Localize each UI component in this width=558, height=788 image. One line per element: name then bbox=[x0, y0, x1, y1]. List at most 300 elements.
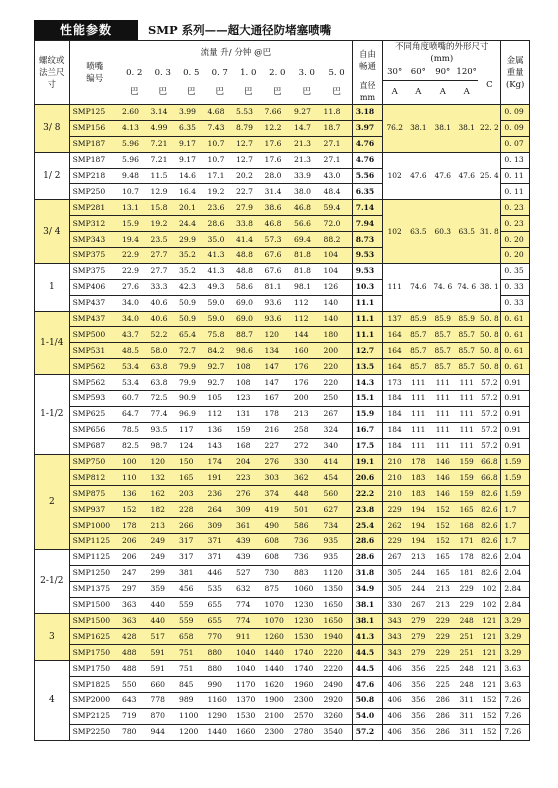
flow-value-cell: 50.9 bbox=[177, 311, 206, 327]
table-row bbox=[35, 343, 530, 359]
free-passage-cell: 9.53 bbox=[352, 248, 383, 264]
weight-cell: 0. 61 bbox=[501, 343, 530, 359]
flow-value-cell: 203 bbox=[177, 486, 206, 502]
flow-value-cell: 428 bbox=[120, 629, 149, 645]
free-passage-cell: 3.97 bbox=[352, 120, 383, 136]
angle-dimension-cell: 165 bbox=[431, 549, 455, 565]
flow-value-cell: 1100 bbox=[177, 708, 206, 724]
angle-dimension-cell: 111 bbox=[406, 391, 430, 407]
angle-dimension-cell: 111 bbox=[431, 375, 455, 391]
angle-dimension-cell: 173 bbox=[383, 375, 406, 391]
weight-cell: 7.26 bbox=[501, 692, 530, 708]
pressure-unit: 巴 bbox=[292, 80, 322, 105]
flow-value-cell: 48.8 bbox=[234, 248, 263, 264]
nozzle-number-cell: SMP500 bbox=[69, 327, 120, 343]
angle-dimension-cell: 165 bbox=[431, 565, 455, 581]
free-passage-cell: 44.5 bbox=[352, 645, 383, 661]
flow-value-cell: 98.7 bbox=[149, 438, 178, 454]
nozzle-number-cell: SMP937 bbox=[69, 502, 120, 518]
weight-cell: 3.63 bbox=[501, 677, 530, 693]
flow-value-cell: 490 bbox=[263, 518, 293, 534]
weight-cell: 0. 33 bbox=[501, 279, 530, 295]
angle-dimension-cell: 146 bbox=[431, 486, 455, 502]
angle-dimension-cell: 356 bbox=[406, 724, 430, 740]
flow-value-cell: 276 bbox=[234, 486, 263, 502]
weight-cell: 0. 23 bbox=[501, 200, 530, 216]
thread-size-cell: 4 bbox=[35, 661, 70, 740]
flow-value-cell: 3.99 bbox=[177, 105, 206, 121]
c-dimension-cell: 121 bbox=[478, 613, 500, 629]
flow-value-cell: 191 bbox=[206, 470, 235, 486]
flow-value-cell: 1940 bbox=[322, 629, 353, 645]
flow-value-cell: 1160 bbox=[206, 692, 235, 708]
angle-dimension-cell: 111 bbox=[406, 422, 430, 438]
thread-size-cell: 3 bbox=[35, 613, 70, 661]
table-row bbox=[35, 152, 530, 168]
flow-value-cell: 27.7 bbox=[149, 248, 178, 264]
weight-cell: 0. 11 bbox=[501, 168, 530, 184]
flow-value-cell: 1230 bbox=[292, 597, 322, 613]
nozzle-number-cell: SMP750 bbox=[69, 454, 120, 470]
flow-value-cell: 22.9 bbox=[120, 248, 149, 264]
weight-cell: 0. 33 bbox=[501, 295, 530, 311]
flow-value-cell: 204 bbox=[234, 454, 263, 470]
flow-value-cell: 147 bbox=[263, 375, 293, 391]
flow-value-cell: 96.9 bbox=[177, 406, 206, 422]
pressure-label: 0. 3 bbox=[154, 67, 171, 78]
flow-value-cell: 2490 bbox=[322, 677, 353, 693]
flow-value-cell: 247 bbox=[120, 565, 149, 581]
weight-cell: 3.29 bbox=[501, 629, 530, 645]
flow-value-cell: 59.4 bbox=[322, 200, 353, 216]
flow-value-cell: 65.4 bbox=[177, 327, 206, 343]
flow-value-cell: 440 bbox=[149, 613, 178, 629]
flow-value-cell: 72.5 bbox=[149, 391, 178, 407]
flow-value-cell: 371 bbox=[206, 549, 235, 565]
weight-cell: 0.91 bbox=[501, 391, 530, 407]
angle-letter: A bbox=[431, 80, 455, 105]
flow-value-cell: 46.8 bbox=[263, 216, 293, 232]
flow-value-cell: 1620 bbox=[263, 677, 293, 693]
angle-dimension-cell: 213 bbox=[431, 581, 455, 597]
free-passage-cell: 8.73 bbox=[352, 232, 383, 248]
table-row bbox=[35, 406, 530, 422]
flow-value-cell: 935 bbox=[322, 549, 353, 565]
nozzle-number-cell: SMP656 bbox=[69, 422, 120, 438]
angle-dimension-cell: 279 bbox=[406, 613, 430, 629]
thread-size-cell: 2-1/2 bbox=[35, 549, 70, 613]
flow-value-cell: 174 bbox=[206, 454, 235, 470]
angle-dimension-cell: 225 bbox=[431, 677, 455, 693]
flow-value-cell: 33.3 bbox=[149, 279, 178, 295]
angle-dimension-cell: 356 bbox=[406, 708, 430, 724]
flow-value-cell: 82.5 bbox=[120, 438, 149, 454]
angle-dimension-cell: 85.7 bbox=[406, 327, 430, 343]
pressure-label: 0. 5 bbox=[183, 67, 200, 78]
flow-value-cell: 10.7 bbox=[206, 152, 235, 168]
flow-value-cell: 446 bbox=[206, 565, 235, 581]
angle-dimension-cell: 262 bbox=[383, 518, 406, 534]
angle-dimension-cell: 194 bbox=[406, 518, 430, 534]
free-passage-cell: 22.2 bbox=[352, 486, 383, 502]
flow-value-cell: 1070 bbox=[263, 597, 293, 613]
flow-value-cell: 2220 bbox=[322, 661, 353, 677]
c-dimension-cell: 152 bbox=[478, 724, 500, 740]
free-passage-cell: 28.6 bbox=[352, 534, 383, 550]
flow-value-cell: 2300 bbox=[263, 724, 293, 740]
table-row bbox=[35, 200, 530, 216]
flow-value-cell: 627 bbox=[322, 502, 353, 518]
weight-cell: 0. 23 bbox=[501, 216, 530, 232]
flow-value-cell: 67.6 bbox=[263, 248, 293, 264]
flow-value-cell: 880 bbox=[206, 645, 235, 661]
flow-value-cell: 20.1 bbox=[177, 200, 206, 216]
table-row bbox=[35, 629, 530, 645]
flow-value-cell: 317 bbox=[177, 534, 206, 550]
flow-value-cell: 52.2 bbox=[149, 327, 178, 343]
free-passage-cell: 14.3 bbox=[352, 375, 383, 391]
flow-value-cell: 236 bbox=[206, 486, 235, 502]
pressure-unit: 巴 bbox=[263, 80, 293, 105]
angle-letter: A bbox=[455, 80, 478, 105]
flow-value-cell: 35.2 bbox=[177, 263, 206, 279]
c-dimension-cell: 82.6 bbox=[478, 534, 500, 550]
flow-value-cell: 990 bbox=[206, 677, 235, 693]
angle-dimension-cell: 356 bbox=[406, 692, 430, 708]
angle-dimension-cell: 74.6 bbox=[406, 263, 430, 311]
flow-value-cell: 1900 bbox=[263, 692, 293, 708]
angle-dimension-cell: 168 bbox=[455, 518, 478, 534]
angle-dimension-cell: 63.5 bbox=[455, 200, 478, 264]
table-row bbox=[35, 549, 530, 565]
nozzle-number-cell: SMP1500 bbox=[69, 613, 120, 629]
flow-value-cell: 17.6 bbox=[263, 136, 293, 152]
flow-value-cell: 60.7 bbox=[120, 391, 149, 407]
flow-value-cell: 303 bbox=[263, 470, 293, 486]
angle-dimension-cell: 137 bbox=[383, 311, 406, 327]
weight-cell: 0.91 bbox=[501, 375, 530, 391]
flow-value-cell: 220 bbox=[322, 375, 353, 391]
flow-value-cell: 414 bbox=[322, 454, 353, 470]
flow-value-cell: 46.8 bbox=[292, 200, 322, 216]
free-passage-cell: 57.2 bbox=[352, 724, 383, 740]
angle-dimension-cell: 406 bbox=[383, 724, 406, 740]
flow-value-cell: 535 bbox=[206, 581, 235, 597]
flow-value-cell: 48.5 bbox=[120, 343, 149, 359]
angle-dimension-cell: 181 bbox=[455, 565, 478, 581]
angle-dimension-cell: 184 bbox=[383, 438, 406, 454]
weight-cell: 3.63 bbox=[501, 661, 530, 677]
free-passage-cell: 19.1 bbox=[352, 454, 383, 470]
flow-value-cell: 1170 bbox=[234, 677, 263, 693]
flow-value-cell: 4.68 bbox=[206, 105, 235, 121]
table-row bbox=[35, 534, 530, 550]
angle-dimension-cell: 286 bbox=[431, 724, 455, 740]
flow-value-cell: 362 bbox=[292, 470, 322, 486]
flow-value-cell: 1120 bbox=[322, 565, 353, 581]
weight-cell: 2.04 bbox=[501, 565, 530, 581]
flow-value-cell: 3540 bbox=[322, 724, 353, 740]
angle-dimension-cell: 111 bbox=[431, 422, 455, 438]
flow-value-cell: 27.7 bbox=[149, 263, 178, 279]
nozzle-number-cell: SMP562 bbox=[69, 359, 120, 375]
flow-value-cell: 93.6 bbox=[263, 311, 293, 327]
flow-value-cell: 1040 bbox=[234, 645, 263, 661]
angle-dimension-cell: 178 bbox=[455, 549, 478, 565]
c-dimension-cell: 50. 8 bbox=[478, 343, 500, 359]
angle-dimension-cell: 225 bbox=[431, 661, 455, 677]
flow-value-cell: 22.9 bbox=[120, 263, 149, 279]
flow-value-cell: 50.9 bbox=[177, 295, 206, 311]
flow-value-cell: 131 bbox=[234, 406, 263, 422]
flow-value-cell: 3.14 bbox=[149, 105, 178, 121]
flow-value-cell: 1350 bbox=[322, 581, 353, 597]
flow-value-cell: 1650 bbox=[322, 613, 353, 629]
flow-value-cell: 134 bbox=[263, 343, 293, 359]
flow-value-cell: 736 bbox=[292, 549, 322, 565]
angle-dimension-cell: 248 bbox=[455, 613, 478, 629]
flow-value-cell: 168 bbox=[234, 438, 263, 454]
flow-value-cell: 264 bbox=[206, 502, 235, 518]
nozzle-number-cell: SMP375 bbox=[69, 248, 120, 264]
flow-value-cell: 56.6 bbox=[292, 216, 322, 232]
flow-value-cell: 875 bbox=[263, 581, 293, 597]
angle-dimension-cell: 229 bbox=[431, 645, 455, 661]
flow-value-cell: 9.27 bbox=[292, 105, 322, 121]
flow-value-cell: 19.2 bbox=[149, 216, 178, 232]
angle-dimension-cell: 85.9 bbox=[431, 311, 455, 327]
flow-value-cell: 31.4 bbox=[263, 184, 293, 200]
angle-dimension-cell: 165 bbox=[455, 502, 478, 518]
angle-dimension-cell: 213 bbox=[431, 597, 455, 613]
flow-value-cell: 7.21 bbox=[149, 152, 178, 168]
c-dimension-cell: 57.2 bbox=[478, 406, 500, 422]
angle-letter: A bbox=[406, 80, 430, 105]
flow-value-cell: 67.6 bbox=[263, 263, 293, 279]
flow-value-cell: 112 bbox=[206, 406, 235, 422]
angle-dimension-cell: 229 bbox=[431, 629, 455, 645]
nozzle-number-cell: SMP2000 bbox=[69, 692, 120, 708]
flow-value-cell: 9.48 bbox=[120, 168, 149, 184]
weight-cell: 0. 20 bbox=[501, 248, 530, 264]
flow-value-cell: 176 bbox=[292, 375, 322, 391]
nozzle-number-cell: SMP562 bbox=[69, 375, 120, 391]
nozzle-number-cell: SMP406 bbox=[69, 279, 120, 295]
angle-dimension-cell: 251 bbox=[455, 629, 478, 645]
free-passage-cell: 50.8 bbox=[352, 692, 383, 708]
thread-size-cell: 1/ 2 bbox=[35, 152, 70, 200]
flow-value-cell: 324 bbox=[322, 422, 353, 438]
nozzle-number-cell: SMP2125 bbox=[69, 708, 120, 724]
weight-cell: 2.04 bbox=[501, 549, 530, 565]
angle-dimension-cell: 251 bbox=[455, 645, 478, 661]
flow-value-cell: 27.6 bbox=[120, 279, 149, 295]
angle-dimension-cell: 343 bbox=[383, 645, 406, 661]
angle-dimension-cell: 229 bbox=[383, 502, 406, 518]
flow-value-cell: 374 bbox=[263, 486, 293, 502]
flow-value-cell: 501 bbox=[292, 502, 322, 518]
flow-value-cell: 7.43 bbox=[206, 120, 235, 136]
flow-value-cell: 34.0 bbox=[120, 295, 149, 311]
flow-value-cell: 632 bbox=[234, 581, 263, 597]
flow-value-cell: 144 bbox=[292, 327, 322, 343]
free-passage-cell: 15.1 bbox=[352, 391, 383, 407]
angle-dimension-cell: 85.7 bbox=[406, 343, 430, 359]
angle-dimension-cell: 244 bbox=[406, 581, 430, 597]
flow-value-cell: 655 bbox=[206, 613, 235, 629]
angle-dimension-cell: 178 bbox=[406, 454, 430, 470]
c-dimension-cell: 82.6 bbox=[478, 518, 500, 534]
angle-dimension-cell: 85.7 bbox=[431, 327, 455, 343]
angle-dimension-cell: 85.7 bbox=[455, 343, 478, 359]
flow-value-cell: 49.3 bbox=[206, 279, 235, 295]
c-dimension-cell: 38. 1 bbox=[478, 263, 500, 311]
flow-value-cell: 591 bbox=[149, 645, 178, 661]
flow-value-cell: 1230 bbox=[292, 613, 322, 629]
flow-value-cell: 778 bbox=[149, 692, 178, 708]
table-header bbox=[35, 41, 530, 105]
angle-dimension-cell: 111 bbox=[383, 263, 406, 311]
nozzle-number-cell: SMP1125 bbox=[69, 549, 120, 565]
weight-cell: 0. 09 bbox=[501, 120, 530, 136]
flow-value-cell: 180 bbox=[322, 327, 353, 343]
angle-dimension-cell: 406 bbox=[383, 692, 406, 708]
flow-value-cell: 58.0 bbox=[149, 343, 178, 359]
nozzle-number-cell: SMP593 bbox=[69, 391, 120, 407]
pressure-label: 3. 0 bbox=[298, 67, 315, 78]
nozzle-number-cell: SMP437 bbox=[69, 311, 120, 327]
flow-value-cell: 14.6 bbox=[177, 168, 206, 184]
flow-value-cell: 27.9 bbox=[234, 200, 263, 216]
angle-dimension-cell: 102 bbox=[383, 152, 406, 200]
flow-value-cell: 43.0 bbox=[322, 168, 353, 184]
angle-dimension-cell: 111 bbox=[455, 375, 478, 391]
nozzle-number-cell: SMP1625 bbox=[69, 629, 120, 645]
flow-value-cell: 63.8 bbox=[149, 359, 178, 375]
flow-value-cell: 1440 bbox=[263, 661, 293, 677]
flow-value-cell: 41.3 bbox=[206, 248, 235, 264]
angle-dimension-cell: 406 bbox=[383, 708, 406, 724]
flow-value-cell: 150 bbox=[177, 454, 206, 470]
flow-value-cell: 11.5 bbox=[149, 168, 178, 184]
table-row bbox=[35, 391, 530, 407]
flow-value-cell: 381 bbox=[177, 565, 206, 581]
flow-value-cell: 178 bbox=[120, 518, 149, 534]
nozzle-number-header: 喷嘴 编号 bbox=[69, 41, 120, 105]
flow-value-cell: 16.4 bbox=[177, 184, 206, 200]
c-dimension-cell: 82.6 bbox=[478, 486, 500, 502]
flow-value-cell: 780 bbox=[120, 724, 149, 740]
flow-value-cell: 108 bbox=[234, 359, 263, 375]
angle-dimension-cell: 343 bbox=[383, 613, 406, 629]
angle-dimension-cell: 159 bbox=[455, 470, 478, 486]
angle-dimension-cell: 184 bbox=[383, 406, 406, 422]
table-row bbox=[35, 375, 530, 391]
nozzle-number-cell: SMP625 bbox=[69, 406, 120, 422]
flow-value-cell: 2570 bbox=[292, 708, 322, 724]
free-passage-cell: 5.56 bbox=[352, 168, 383, 184]
flow-value-cell: 250 bbox=[322, 391, 353, 407]
flow-value-cell: 10.7 bbox=[120, 184, 149, 200]
flow-value-cell: 1440 bbox=[263, 645, 293, 661]
thread-size-cell: 3/ 8 bbox=[35, 105, 70, 153]
weight-cell: 1.7 bbox=[501, 502, 530, 518]
flow-value-cell: 14.7 bbox=[292, 120, 322, 136]
angle-dimension-cell: 305 bbox=[383, 565, 406, 581]
nozzle-number-cell: SMP312 bbox=[69, 216, 120, 232]
flow-value-cell: 1290 bbox=[206, 708, 235, 724]
flow-value-cell: 989 bbox=[177, 692, 206, 708]
flow-value-cell: 59.0 bbox=[206, 295, 235, 311]
flow-value-cell: 363 bbox=[120, 597, 149, 613]
angle-dimension-cell: 343 bbox=[383, 629, 406, 645]
flow-value-cell: 751 bbox=[177, 645, 206, 661]
angle-dimension-cell: 111 bbox=[406, 406, 430, 422]
flow-value-cell: 78.5 bbox=[120, 422, 149, 438]
angle-dimension-cell: 164 bbox=[383, 343, 406, 359]
c-dimension-cell: 102 bbox=[478, 581, 500, 597]
c-dimension-cell: 50. 8 bbox=[478, 311, 500, 327]
flow-value-cell: 120 bbox=[263, 327, 293, 343]
nozzle-number-cell: SMP2250 bbox=[69, 724, 120, 740]
free-passage-cell: 15.9 bbox=[352, 406, 383, 422]
angle-dimension-cell: 248 bbox=[455, 661, 478, 677]
nozzle-number-cell: SMP156 bbox=[69, 120, 120, 136]
flow-value-cell: 48.4 bbox=[322, 184, 353, 200]
flow-value-cell: 608 bbox=[263, 534, 293, 550]
c-dimension-cell: 57.2 bbox=[478, 375, 500, 391]
c-dimension-cell: 121 bbox=[478, 645, 500, 661]
flow-value-cell: 206 bbox=[120, 534, 149, 550]
flow-value-cell: 249 bbox=[149, 534, 178, 550]
free-passage-header: 自由 畅通 bbox=[352, 41, 383, 81]
free-passage-cell: 11.1 bbox=[352, 311, 383, 327]
flow-value-cell: 27.1 bbox=[322, 152, 353, 168]
weight-cell: 0.91 bbox=[501, 438, 530, 454]
flow-value-cell: 178 bbox=[263, 406, 293, 422]
angle-dimension-cell: 183 bbox=[406, 486, 430, 502]
angle-dimension-cell: 111 bbox=[455, 422, 478, 438]
c-dimension-cell: 31. 8 bbox=[478, 200, 500, 264]
flow-value-cell: 845 bbox=[177, 677, 206, 693]
free-passage-cell: 7.94 bbox=[352, 216, 383, 232]
nozzle-number-cell: SMP1825 bbox=[69, 677, 120, 693]
flow-value-cell: 72.0 bbox=[322, 216, 353, 232]
weight-cell: 0. 11 bbox=[501, 184, 530, 200]
free-passage-cell: 34.9 bbox=[352, 581, 383, 597]
angle-dimension-cell: 111 bbox=[431, 406, 455, 422]
flow-value-cell: 5.53 bbox=[234, 105, 263, 121]
flow-value-cell: 81.1 bbox=[263, 279, 293, 295]
angle-dimension-cell: 152 bbox=[431, 502, 455, 518]
table-row bbox=[35, 724, 530, 740]
weight-cell: 1.59 bbox=[501, 454, 530, 470]
flow-value-cell: 266 bbox=[177, 518, 206, 534]
flow-value-cell: 340 bbox=[322, 438, 353, 454]
flow-value-cell: 11.8 bbox=[322, 105, 353, 121]
flow-value-cell: 92.7 bbox=[206, 359, 235, 375]
flow-value-cell: 167 bbox=[263, 391, 293, 407]
flow-value-cell: 75.8 bbox=[206, 327, 235, 343]
angle-dimension-cell: 356 bbox=[406, 661, 430, 677]
flow-value-cell: 774 bbox=[234, 613, 263, 629]
flow-value-cell: 258 bbox=[292, 422, 322, 438]
flow-value-cell: 774 bbox=[234, 597, 263, 613]
flow-value-cell: 228 bbox=[177, 502, 206, 518]
nozzle-number-cell: SMP125 bbox=[69, 105, 120, 121]
flow-value-cell: 560 bbox=[322, 486, 353, 502]
flow-value-cell: 330 bbox=[292, 454, 322, 470]
